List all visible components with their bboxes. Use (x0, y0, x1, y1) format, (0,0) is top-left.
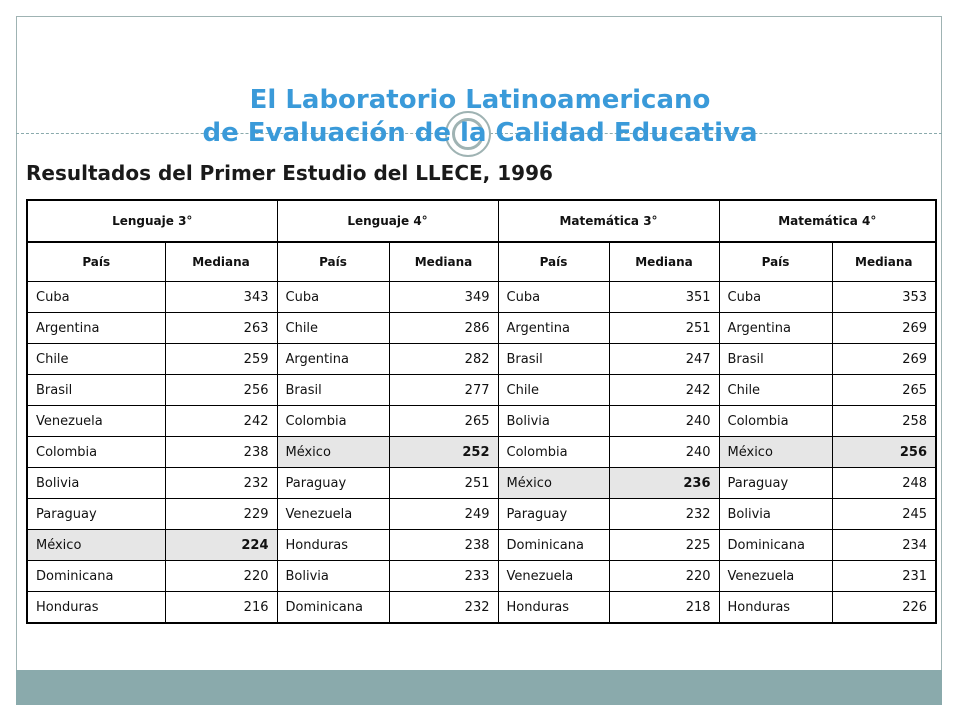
country-cell: Chile (719, 375, 832, 406)
country-cell: Venezuela (27, 406, 165, 437)
table-row (27, 468, 936, 499)
median-cell: 226 (832, 592, 936, 624)
median-cell: 353 (832, 282, 936, 313)
country-cell: Colombia (277, 406, 389, 437)
country-cell: Colombia (27, 437, 165, 468)
subheader-mediana: Mediana (389, 242, 498, 282)
median-cell: 351 (609, 282, 719, 313)
median-cell: 240 (609, 437, 719, 468)
results-table (26, 199, 937, 624)
country-cell: Cuba (498, 282, 609, 313)
country-cell: Venezuela (719, 561, 832, 592)
median-cell: 242 (609, 375, 719, 406)
country-cell: Honduras (277, 530, 389, 561)
title-line-1: El Laboratorio Latinoamericano (249, 85, 711, 115)
header-lenguaje-4: Lenguaje 4° (277, 200, 498, 242)
country-cell: Paraguay (27, 499, 165, 530)
subheader-mediana: Mediana (832, 242, 936, 282)
median-cell: 234 (832, 530, 936, 561)
country-cell: México (719, 437, 832, 468)
median-cell: 248 (832, 468, 936, 499)
country-cell: Chile (277, 313, 389, 344)
country-cell: Honduras (498, 592, 609, 624)
country-cell: Paraguay (719, 468, 832, 499)
subheader-mediana: Mediana (609, 242, 719, 282)
table-row (27, 406, 936, 437)
country-cell: México (27, 530, 165, 561)
median-cell: 343 (165, 282, 277, 313)
median-cell: 265 (389, 406, 498, 437)
country-cell: Dominicana (277, 592, 389, 624)
table-row (27, 437, 936, 468)
slide-title (0, 84, 960, 150)
country-cell: Brasil (498, 344, 609, 375)
country-cell: Cuba (27, 282, 165, 313)
country-cell: Argentina (498, 313, 609, 344)
country-cell: Dominicana (27, 561, 165, 592)
table-row (27, 561, 936, 592)
country-cell: México (498, 468, 609, 499)
country-cell: Paraguay (277, 468, 389, 499)
subheader-pais: País (277, 242, 389, 282)
country-cell: Bolivia (27, 468, 165, 499)
table-row (27, 530, 936, 561)
country-cell: Paraguay (498, 499, 609, 530)
median-cell: 258 (832, 406, 936, 437)
median-cell: 252 (389, 437, 498, 468)
median-cell: 216 (165, 592, 277, 624)
median-cell: 269 (832, 313, 936, 344)
median-cell: 249 (389, 499, 498, 530)
median-cell: 286 (389, 313, 498, 344)
subheader-pais: País (27, 242, 165, 282)
median-cell: 218 (609, 592, 719, 624)
median-cell: 247 (609, 344, 719, 375)
table-row (27, 344, 936, 375)
median-cell: 240 (609, 406, 719, 437)
country-cell: Argentina (277, 344, 389, 375)
median-cell: 224 (165, 530, 277, 561)
country-cell: Cuba (719, 282, 832, 313)
subheader-mediana: Mediana (165, 242, 277, 282)
median-cell: 231 (832, 561, 936, 592)
country-cell: Brasil (27, 375, 165, 406)
median-cell: 259 (165, 344, 277, 375)
median-cell: 349 (389, 282, 498, 313)
table-row (27, 282, 936, 313)
country-cell: Brasil (277, 375, 389, 406)
median-cell: 256 (165, 375, 277, 406)
median-cell: 282 (389, 344, 498, 375)
country-cell: Venezuela (498, 561, 609, 592)
median-cell: 265 (832, 375, 936, 406)
country-cell: Bolivia (719, 499, 832, 530)
median-cell: 225 (609, 530, 719, 561)
slide-subtitle: Resultados del Primer Estudio del LLECE, 1996 (26, 161, 553, 185)
median-cell: 238 (389, 530, 498, 561)
country-cell: Bolivia (498, 406, 609, 437)
median-cell: 238 (165, 437, 277, 468)
subheader-pais: País (719, 242, 832, 282)
country-cell: Argentina (27, 313, 165, 344)
country-cell: Cuba (277, 282, 389, 313)
country-cell: Venezuela (277, 499, 389, 530)
median-cell: 236 (609, 468, 719, 499)
header-matematica-3: Matemática 3° (498, 200, 719, 242)
median-cell: 233 (389, 561, 498, 592)
table-row (27, 592, 936, 624)
country-cell: Chile (27, 344, 165, 375)
table-row (27, 313, 936, 344)
median-cell: 220 (609, 561, 719, 592)
header-matematica-4: Matemática 4° (719, 200, 936, 242)
median-cell: 232 (609, 499, 719, 530)
country-cell: Dominicana (498, 530, 609, 561)
median-cell: 251 (389, 468, 498, 499)
country-cell: Honduras (27, 592, 165, 624)
country-cell: Honduras (719, 592, 832, 624)
median-cell: 220 (165, 561, 277, 592)
subheader-pais: País (498, 242, 609, 282)
results-body (27, 282, 936, 624)
median-cell: 263 (165, 313, 277, 344)
country-cell: México (277, 437, 389, 468)
title-line-2: de Evaluación de la Calidad Educativa (202, 118, 758, 148)
country-cell: Brasil (719, 344, 832, 375)
header-lenguaje-3: Lenguaje 3° (27, 200, 277, 242)
median-cell: 251 (609, 313, 719, 344)
country-cell: Argentina (719, 313, 832, 344)
median-cell: 277 (389, 375, 498, 406)
median-cell: 232 (165, 468, 277, 499)
median-cell: 245 (832, 499, 936, 530)
median-cell: 242 (165, 406, 277, 437)
country-cell: Colombia (719, 406, 832, 437)
median-cell: 256 (832, 437, 936, 468)
country-cell: Colombia (498, 437, 609, 468)
footer-bar (16, 670, 942, 705)
median-cell: 269 (832, 344, 936, 375)
table-row (27, 375, 936, 406)
median-cell: 229 (165, 499, 277, 530)
country-cell: Dominicana (719, 530, 832, 561)
country-cell: Chile (498, 375, 609, 406)
country-cell: Bolivia (277, 561, 389, 592)
median-cell: 232 (389, 592, 498, 624)
table-row (27, 499, 936, 530)
